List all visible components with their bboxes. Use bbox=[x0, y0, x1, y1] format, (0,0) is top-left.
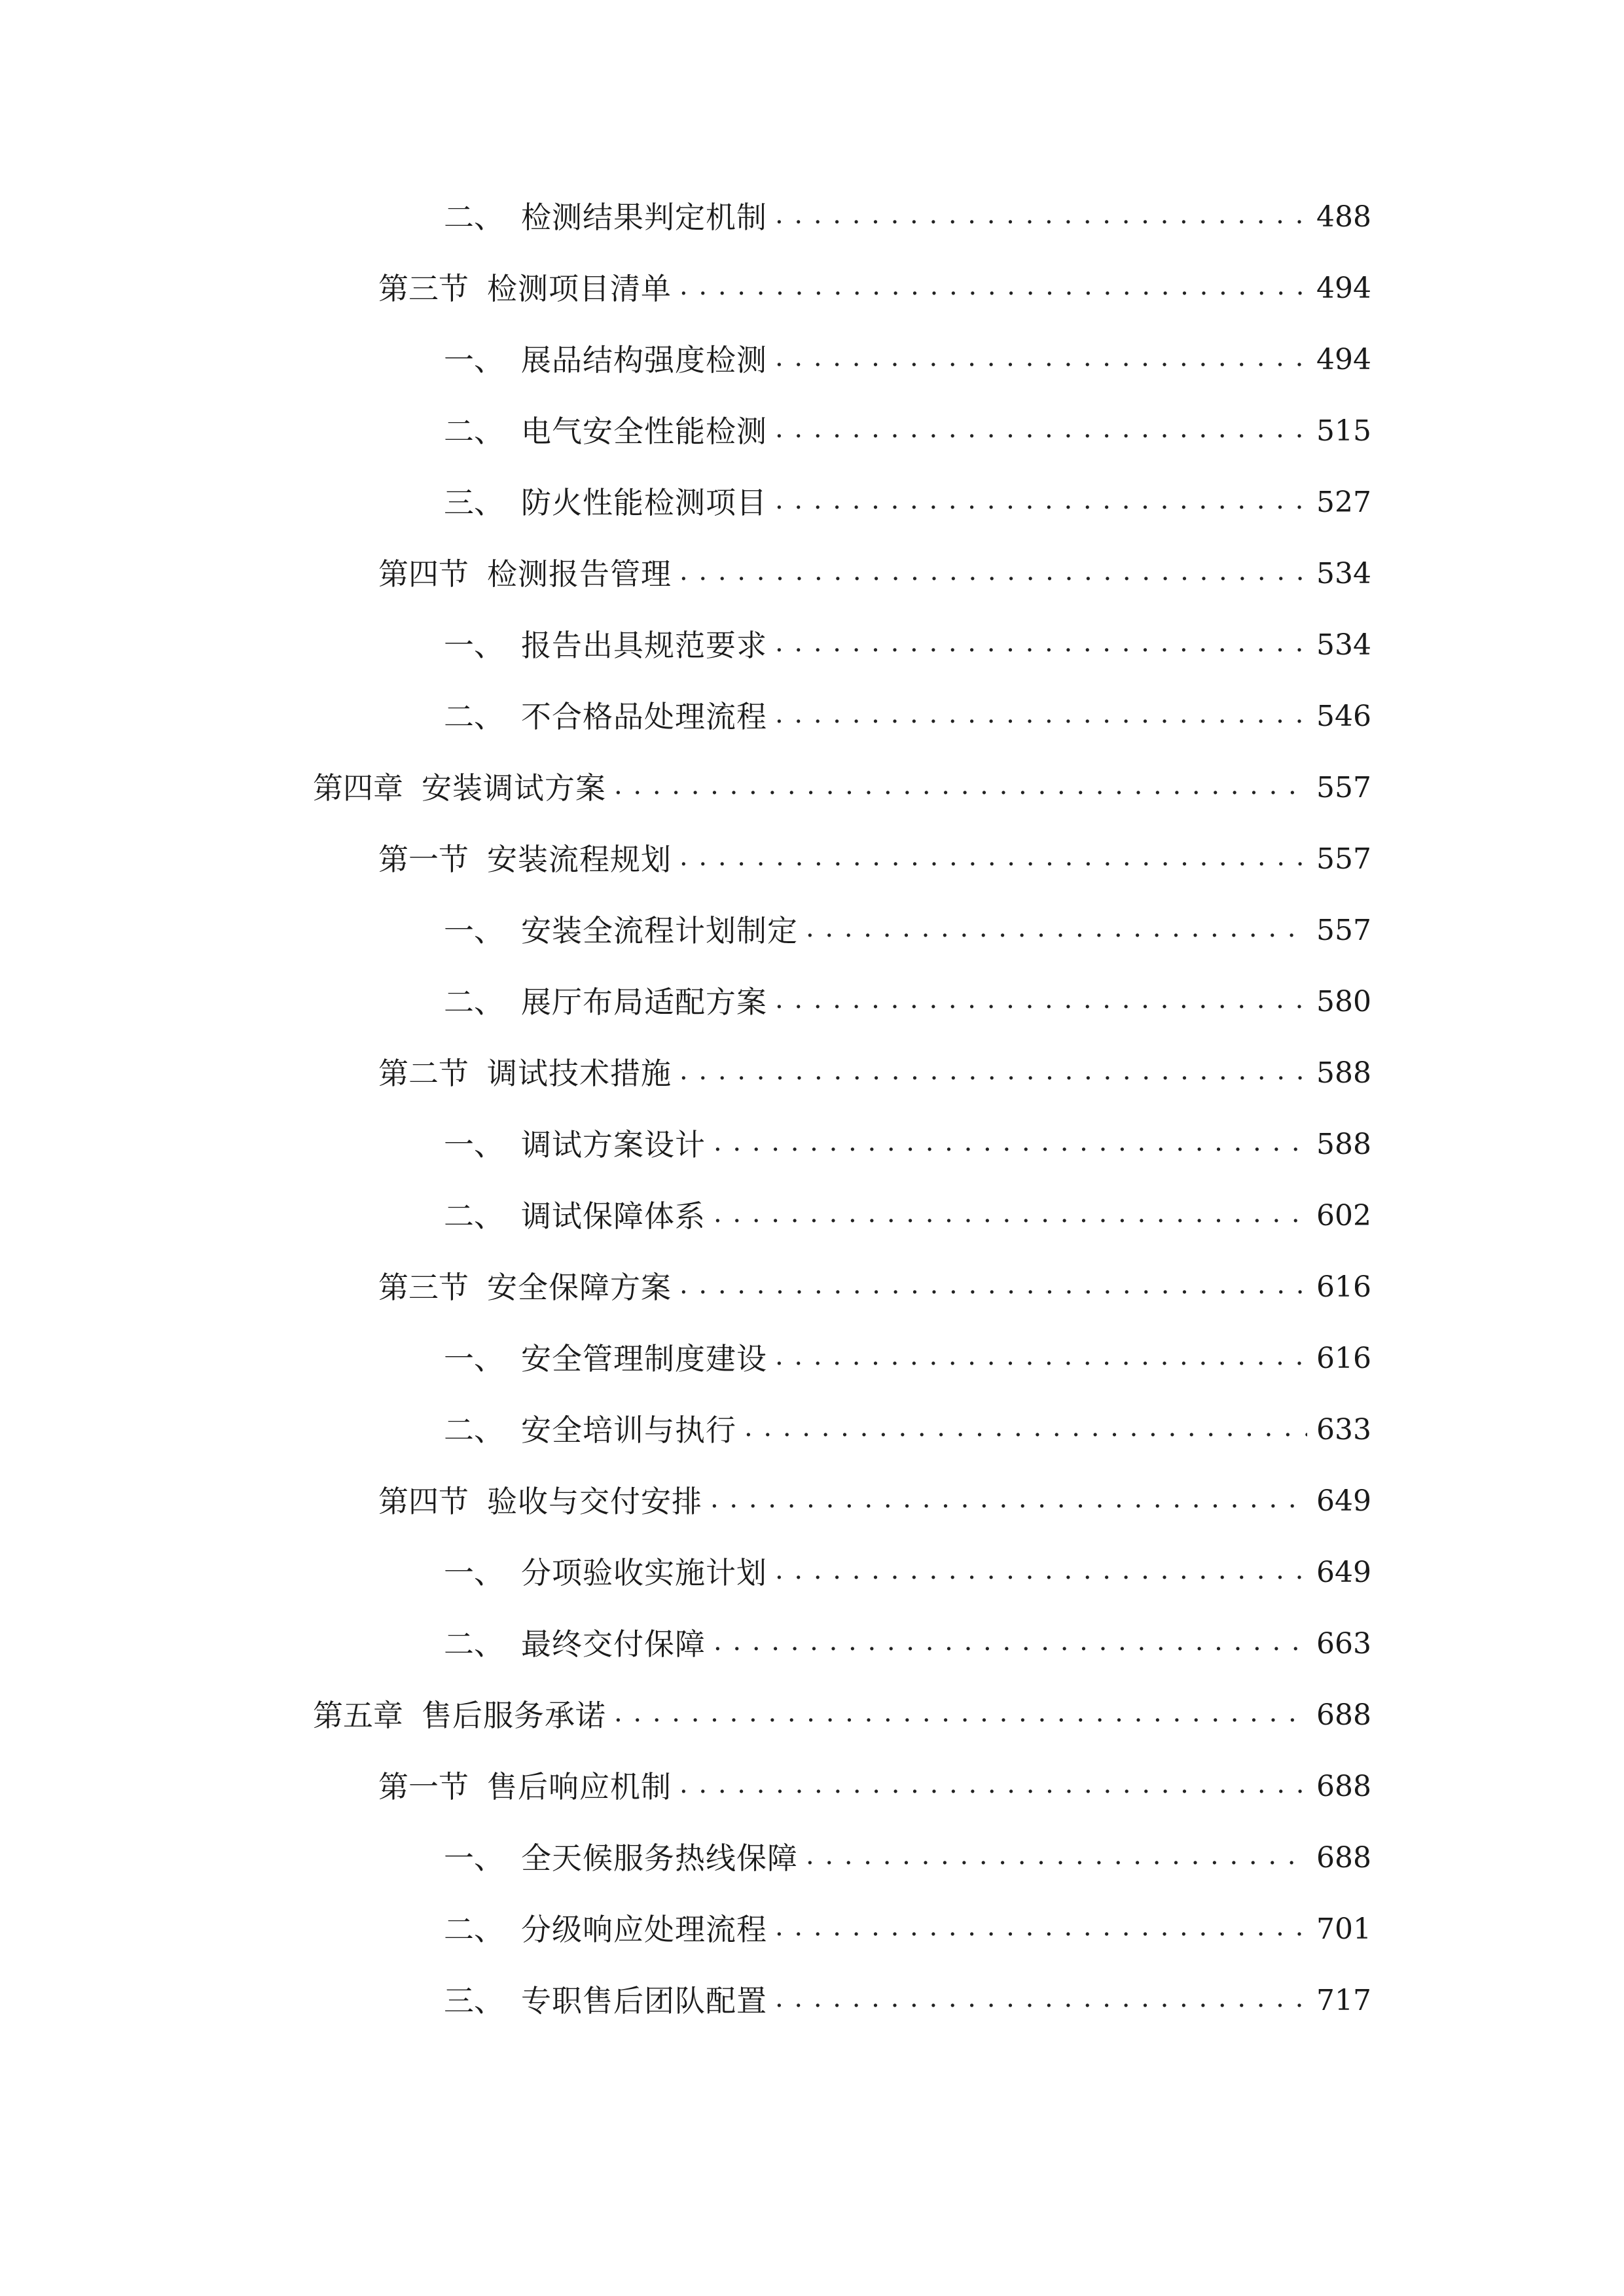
toc-entry-page: 580 bbox=[1316, 985, 1371, 1018]
toc-entry-number: 三、 bbox=[444, 485, 504, 520]
toc-entry-number: 第一节 bbox=[378, 1769, 469, 1804]
toc-dot-leader bbox=[679, 1048, 1307, 1094]
toc-entry-number: 一、 bbox=[444, 1341, 504, 1376]
toc-dot-leader bbox=[775, 1904, 1307, 1950]
toc-entry-number: 一、 bbox=[444, 1127, 504, 1162]
toc-dot-leader bbox=[614, 1690, 1307, 1736]
toc-entry-title: 展品结构强度检测 bbox=[521, 342, 767, 378]
toc-entry-title: 安全管理制度建设 bbox=[521, 1341, 767, 1376]
toc-dot-leader bbox=[775, 620, 1307, 666]
toc-entry-page: 494 bbox=[1316, 272, 1371, 305]
toc-entry-number: 二、 bbox=[444, 1198, 504, 1234]
toc-entry[interactable] bbox=[444, 337, 1371, 383]
toc-entry[interactable] bbox=[444, 1407, 1371, 1453]
toc-dot-leader bbox=[710, 1476, 1307, 1522]
toc-entry-page: 488 bbox=[1316, 200, 1371, 234]
toc-dot-leader bbox=[679, 548, 1307, 594]
toc-dot-leader bbox=[775, 192, 1307, 238]
toc-entry[interactable] bbox=[378, 1764, 1371, 1810]
toc-entry[interactable] bbox=[444, 1550, 1371, 1596]
toc-entry-title: 安全培训与执行 bbox=[521, 1412, 736, 1448]
toc-entry[interactable] bbox=[313, 1693, 1371, 1738]
toc-entry-title: 不合格品处理流程 bbox=[521, 699, 767, 734]
toc-entry-page: 588 bbox=[1316, 1128, 1371, 1161]
toc-entry[interactable] bbox=[444, 694, 1371, 740]
toc-dot-leader bbox=[775, 406, 1307, 452]
toc-entry-title: 分级响应处理流程 bbox=[521, 1912, 767, 1947]
toc-entry-number: 二、 bbox=[444, 1412, 504, 1448]
toc-entry[interactable] bbox=[444, 979, 1371, 1025]
toc-entry-title: 验收与交付安排 bbox=[487, 1484, 702, 1519]
toc-entry-title: 检测项目清单 bbox=[487, 271, 672, 306]
toc-entry[interactable] bbox=[444, 480, 1371, 526]
toc-entry-page: 663 bbox=[1316, 1627, 1371, 1660]
toc-entry[interactable] bbox=[444, 1835, 1371, 1881]
toc-dot-leader bbox=[806, 905, 1307, 951]
toc-entry-page: 527 bbox=[1316, 486, 1371, 519]
toc-entry[interactable] bbox=[378, 551, 1371, 597]
toc-dot-leader bbox=[775, 477, 1307, 523]
toc-entry-number: 二、 bbox=[444, 200, 504, 235]
toc-entry[interactable] bbox=[444, 1978, 1371, 2024]
toc-entry-number: 二、 bbox=[444, 414, 504, 449]
toc-entry[interactable] bbox=[378, 836, 1371, 882]
toc-dot-leader bbox=[775, 977, 1307, 1022]
toc-entry-title: 检测报告管理 bbox=[487, 556, 672, 592]
toc-entry-number: 第四章 bbox=[313, 770, 403, 806]
toc-entry-number: 一、 bbox=[444, 1555, 504, 1590]
toc-dot-leader bbox=[744, 1405, 1307, 1450]
toc-entry-page: 616 bbox=[1316, 1270, 1371, 1304]
toc-entry-page: 649 bbox=[1316, 1484, 1371, 1518]
toc-entry-number: 二、 bbox=[444, 1626, 504, 1662]
toc-dot-leader bbox=[775, 1333, 1307, 1379]
toc-entry-number: 二、 bbox=[444, 984, 504, 1020]
toc-entry-page: 688 bbox=[1316, 1841, 1371, 1874]
toc-entry-page: 602 bbox=[1316, 1199, 1371, 1232]
toc-entry-page: 494 bbox=[1316, 343, 1371, 376]
toc-dot-leader bbox=[775, 691, 1307, 737]
toc-entry-number: 第五章 bbox=[313, 1698, 403, 1733]
toc-entry-page: 688 bbox=[1316, 1698, 1371, 1732]
toc-entry-page: 546 bbox=[1316, 700, 1371, 733]
toc-entry[interactable] bbox=[444, 1193, 1371, 1239]
toc-entry-title: 报告出具规范要求 bbox=[521, 628, 767, 663]
toc-entry-title: 电气安全性能检测 bbox=[521, 414, 767, 449]
toc-entry-page: 616 bbox=[1316, 1342, 1371, 1375]
toc-entry[interactable] bbox=[444, 194, 1371, 240]
toc-dot-leader bbox=[614, 762, 1307, 808]
toc-entry[interactable] bbox=[444, 1621, 1371, 1667]
toc-entry-number: 一、 bbox=[444, 913, 504, 948]
toc-entry-page: 557 bbox=[1316, 914, 1371, 947]
toc-entry-page: 588 bbox=[1316, 1056, 1371, 1090]
toc-dot-leader bbox=[775, 1975, 1307, 2021]
toc-entry-number: 一、 bbox=[444, 628, 504, 663]
toc-entry-page: 557 bbox=[1316, 842, 1371, 876]
toc-entry-number: 一、 bbox=[444, 342, 504, 378]
toc-entry-title: 安装全流程计划制定 bbox=[521, 913, 798, 948]
toc-entry-title: 售后响应机制 bbox=[487, 1769, 672, 1804]
toc-entry-title: 防火性能检测项目 bbox=[521, 485, 767, 520]
toc-dot-leader bbox=[679, 834, 1307, 880]
toc-entry-title: 调试技术措施 bbox=[487, 1056, 672, 1091]
toc-entry-title: 安装流程规划 bbox=[487, 842, 672, 877]
toc-dot-leader bbox=[679, 263, 1307, 309]
toc-dot-leader bbox=[775, 1547, 1307, 1593]
toc-dot-leader bbox=[713, 1619, 1307, 1664]
toc-entry-title: 展厅布局适配方案 bbox=[521, 984, 767, 1020]
toc-entry[interactable] bbox=[313, 765, 1371, 811]
toc-entry-number: 第一节 bbox=[378, 842, 469, 877]
toc-entry[interactable] bbox=[444, 1336, 1371, 1382]
toc-entry-page: 557 bbox=[1316, 771, 1371, 804]
toc-dot-leader bbox=[806, 1833, 1307, 1878]
toc-entry-title: 安全保障方案 bbox=[487, 1270, 672, 1305]
toc-dot-leader bbox=[713, 1191, 1307, 1236]
toc-entry-page: 717 bbox=[1316, 1984, 1371, 2017]
toc-entry-number: 第三节 bbox=[378, 271, 469, 306]
toc-entry-title: 检测结果判定机制 bbox=[521, 200, 767, 235]
toc-entry[interactable] bbox=[378, 266, 1371, 312]
toc-entry[interactable] bbox=[444, 1122, 1371, 1168]
toc-entry-title: 分项验收实施计划 bbox=[521, 1555, 767, 1590]
toc-entry[interactable] bbox=[444, 408, 1371, 454]
toc-entry-title: 安装调试方案 bbox=[422, 770, 606, 806]
toc-entry-number: 第四节 bbox=[378, 1484, 469, 1519]
toc-entry[interactable] bbox=[378, 1479, 1371, 1524]
toc-entry[interactable] bbox=[444, 622, 1371, 668]
toc-entry-page: 633 bbox=[1316, 1413, 1371, 1446]
toc-dot-leader bbox=[713, 1119, 1307, 1165]
toc-entry-number: 第四节 bbox=[378, 556, 469, 592]
toc-entry-page: 534 bbox=[1316, 557, 1371, 590]
toc-entry-page: 649 bbox=[1316, 1556, 1371, 1589]
toc-entry-page: 701 bbox=[1316, 1912, 1371, 1946]
toc-entry[interactable] bbox=[444, 1907, 1371, 1952]
toc-entry-number: 第三节 bbox=[378, 1270, 469, 1305]
toc-entry-page: 688 bbox=[1316, 1770, 1371, 1803]
toc-entry-title: 最终交付保障 bbox=[521, 1626, 706, 1662]
toc-entry-title: 调试方案设计 bbox=[521, 1127, 706, 1162]
toc-entry-number: 三、 bbox=[444, 1983, 504, 2018]
toc-entry-title: 调试保障体系 bbox=[521, 1198, 706, 1234]
toc-dot-leader bbox=[775, 334, 1307, 380]
toc-entry-number: 第二节 bbox=[378, 1056, 469, 1091]
toc-entry[interactable] bbox=[378, 1265, 1371, 1310]
toc-dot-leader bbox=[679, 1262, 1307, 1308]
toc-entry-title: 售后服务承诺 bbox=[422, 1698, 606, 1733]
toc-dot-leader bbox=[679, 1761, 1307, 1807]
toc-entry[interactable] bbox=[378, 1050, 1371, 1096]
toc-entry-page: 515 bbox=[1316, 414, 1371, 448]
toc-entry-page: 534 bbox=[1316, 628, 1371, 662]
toc-entry[interactable] bbox=[444, 908, 1371, 954]
toc-entry-title: 全天候服务热线保障 bbox=[521, 1840, 798, 1876]
toc-entry-number: 二、 bbox=[444, 1912, 504, 1947]
toc-entry-number: 二、 bbox=[444, 699, 504, 734]
toc-entry-number: 一、 bbox=[444, 1840, 504, 1876]
toc-entry-title: 专职售后团队配置 bbox=[521, 1983, 767, 2018]
